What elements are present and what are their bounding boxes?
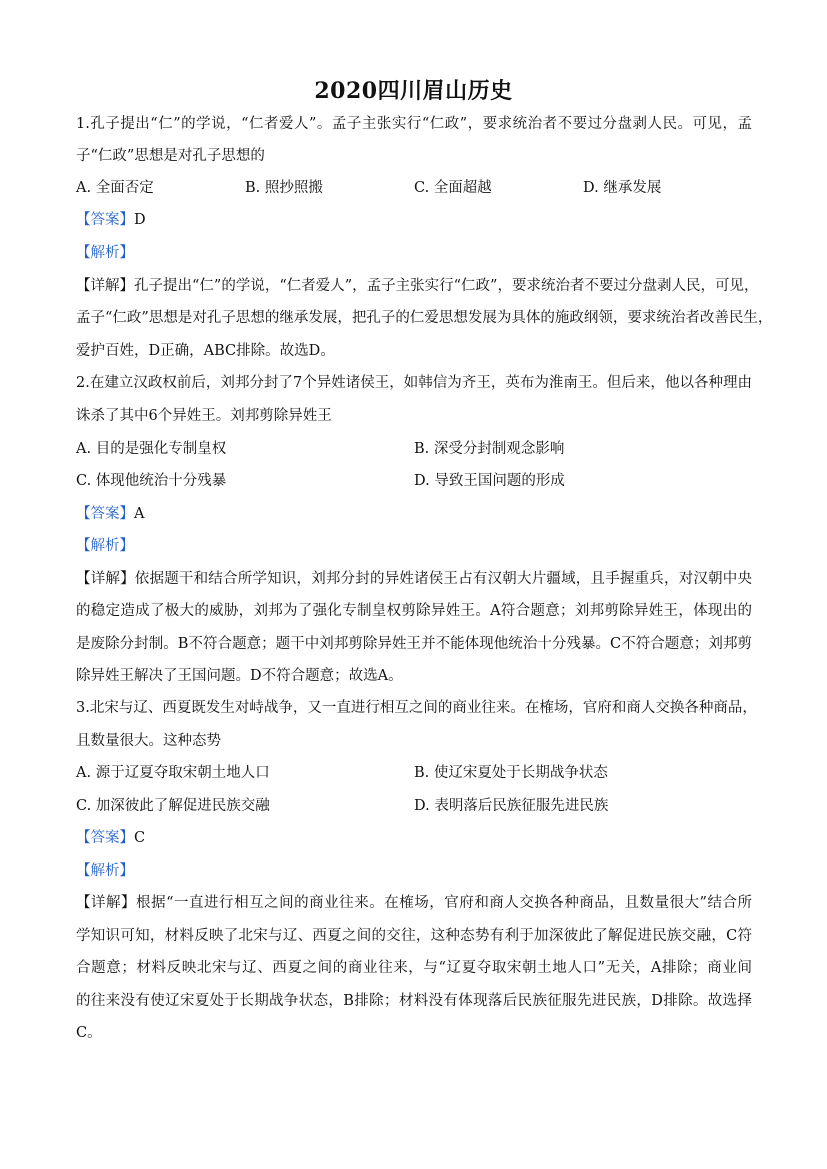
q1-analysis-label: 【解析】 xyxy=(76,245,134,261)
q1-option-b: B. 照抄照搬 xyxy=(245,180,323,196)
q3-option-c: C. 加深彼此了解促进民族交融 xyxy=(76,798,270,814)
q1-detail-line-2: 孟子“仁政”思想是对孔子思想的继承发展，把孔子的仁爱思想发展为具体的施政纲领，要求统治者改善民生， xyxy=(76,310,773,326)
q3-option-b: B. 使辽宋夏处于长期战争状态 xyxy=(414,765,608,781)
q2-analysis-label: 【解析】 xyxy=(76,538,134,554)
q2-detail-line-1: 【详解】依据题干和结合所学知识，刘邦分封的异姓诸侯王占有汉朝大片疆域，且手握重兵，对汉朝中央 xyxy=(76,571,752,587)
q3-detail-line-2: 学知识可知，材料反映了北宋与辽、西夏之间的交往，这种态势有利于加深彼此了解促进民族交融，C符 xyxy=(76,928,752,944)
q2-answer-label: 【答案】 xyxy=(76,506,134,522)
page-title: 2020四川眉山历史 xyxy=(314,78,513,104)
q2-options-row-1 xyxy=(76,439,752,459)
q1-answer-value: D xyxy=(134,212,146,228)
q2-detail-line-2: 的稳定造成了极大的威胁，刘邦为了强化专制皇权剪除异姓王。A符合题意；刘邦剪除异姓王，体现出的 xyxy=(76,603,752,619)
q1-options xyxy=(76,178,752,198)
q2-detail-line-3: 是废除分封制。B不符合题意；题干中刘邦剪除异姓王并不能体现他统治十分残暴。C不符合题意；刘邦剪 xyxy=(76,636,752,652)
q2-answer-value: A xyxy=(134,506,145,522)
q2-option-c: C. 体现他统治十分残暴 xyxy=(76,473,227,489)
q3-detail-line-5: C。 xyxy=(76,1025,102,1041)
q3-options-row-1 xyxy=(76,763,752,783)
q3-detail-line-1: 【详解】根据“一直进行相互之间的商业往来。在榷场，官府和商人交换各种商品，且数量很大”结合所 xyxy=(76,895,752,911)
q3-answer-label: 【答案】 xyxy=(76,830,134,846)
q3-option-a: A. 源于辽夏夺取宋朝土地人口 xyxy=(76,765,270,781)
q2-option-a: A. 目的是强化专制皇权 xyxy=(76,441,227,457)
q1-option-c: C. 全面超越 xyxy=(414,180,492,196)
q3-answer xyxy=(76,828,752,848)
q2-stem-line-2: 诛杀了其中6个异姓王。刘邦剪除异姓王 xyxy=(76,408,332,424)
q3-stem-line-1: 3.北宋与辽、西夏既发生对峙战争，又一直进行相互之间的商业往来。在榷场，官府和商人交换各种商品， xyxy=(76,700,757,716)
q2-stem-line-1: 2.在建立汉政权前后，刘邦分封了7个异姓诸侯王，如韩信为齐王，英布为淮南王。但后来，他以各种理由 xyxy=(76,375,752,391)
q3-analysis-label: 【解析】 xyxy=(76,863,134,879)
q1-option-a: A. 全面否定 xyxy=(76,180,154,196)
q2-options-row-2 xyxy=(76,471,752,491)
q3-stem-line-2: 且数量很大。这种态势 xyxy=(76,733,221,749)
q1-answer xyxy=(76,210,752,230)
q3-options-row-2 xyxy=(76,796,752,816)
q3-answer-value: C xyxy=(134,830,146,846)
q2-answer xyxy=(76,504,752,524)
q1-answer-label: 【答案】 xyxy=(76,212,134,228)
q2-option-b: B. 深受分封制观念影响 xyxy=(414,441,565,457)
q2-option-d: D. 导致王国问题的形成 xyxy=(414,473,565,489)
q1-option-d: D. 继承发展 xyxy=(583,180,662,196)
q1-stem-line-2: 子“仁政”思想是对孔子思想的 xyxy=(76,148,265,164)
q3-option-d: D. 表明落后民族征服先进民族 xyxy=(414,798,609,814)
q1-detail-line-1: 【详解】孔子提出“仁”的学说，“仁者爱人”，孟子主张实行“仁政”，要求统治者不要过分盘剥人民，可见， xyxy=(76,278,759,294)
q1-detail-line-3: 爱护百姓，D正确，ABC排除。故选D。 xyxy=(76,343,335,359)
q3-detail-line-4: 的往来没有使辽宋夏处于长期战争状态，B排除；材料没有体现落后民族征服先进民族，D排除。故选择 xyxy=(76,993,752,1009)
q3-detail-line-3: 合题意；材料反映北宋与辽、西夏之间的商业往来，与“辽夏夺取宋朝土地人口”无关，A排除；商业间 xyxy=(76,960,752,976)
q1-stem-line-1: 1.孔子提出“仁”的学说，“仁者爱人”。孟子主张实行“仁政”，要求统治者不要过分盘剥人民。可见，孟 xyxy=(76,116,752,132)
q2-detail-line-4: 除异姓王解决了王国问题。D不符合题意；故选A。 xyxy=(76,668,403,684)
